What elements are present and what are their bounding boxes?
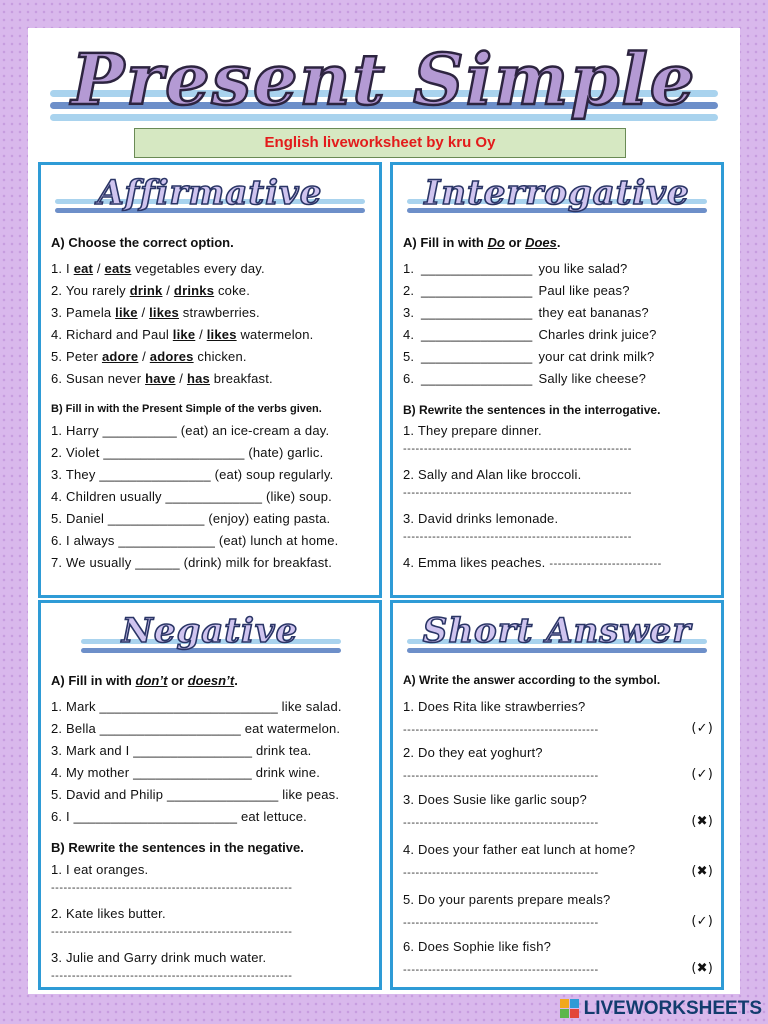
choice-item xyxy=(51,283,371,298)
item-number: 1. xyxy=(403,261,415,276)
item-text: 2. You rarely xyxy=(51,283,130,298)
answer-row xyxy=(403,767,713,782)
option-b[interactable]: likes xyxy=(206,327,237,342)
item-number: 4. xyxy=(403,327,415,342)
answer-line[interactable]: ------------------------------------------------------- xyxy=(403,531,632,543)
fill-item[interactable]: 2. Violet ___________________ (hate) garlic. xyxy=(51,445,324,460)
item-text: breakfast. xyxy=(209,371,273,386)
answer-line[interactable]: ----------------------------------------------- xyxy=(403,964,599,976)
answer-row xyxy=(403,914,713,929)
question: 6. Does Sophie like fish? xyxy=(403,939,552,954)
check-icon: (✓) xyxy=(691,767,713,782)
answer-line[interactable]: --------------------------- xyxy=(549,558,662,570)
option-b[interactable]: has xyxy=(186,371,210,386)
item-text: coke. xyxy=(214,283,251,298)
answer-row xyxy=(403,961,713,976)
question: 2. Do they eat yoghurt? xyxy=(403,745,543,760)
answer-line[interactable]: ------------------------------------------------------- xyxy=(403,487,632,499)
logo-icon xyxy=(560,999,580,1019)
option-a[interactable]: like xyxy=(115,305,138,320)
answer-line[interactable]: ---------------------------------------------------------- xyxy=(51,882,293,894)
option-separator: / xyxy=(137,305,150,320)
does-option: Does xyxy=(525,235,557,250)
item-text: Sally like cheese? xyxy=(538,371,647,386)
cross-icon: (✖) xyxy=(691,814,713,829)
item-text: you like salad? xyxy=(538,261,628,276)
fill-item[interactable]: 6. I always _____________ (eat) lunch at home. xyxy=(51,533,339,548)
answer-blank[interactable]: _______________ xyxy=(421,305,533,320)
byline: English liveworksheet by kru Oy xyxy=(134,128,626,158)
section-a-instruction: A) Choose the correct option. xyxy=(51,235,234,250)
sentence-prompt: 3. Julie and Garry drink much water. xyxy=(51,950,267,965)
fill-item[interactable]: 6. I ______________________ eat lettuce. xyxy=(51,809,307,824)
option-separator: / xyxy=(195,327,207,342)
fill-item[interactable]: 3. Mark and I ________________ drink tea. xyxy=(51,743,312,758)
fill-item[interactable]: 1. Harry __________ (eat) an ice-cream a day. xyxy=(51,423,330,438)
option-separator: / xyxy=(93,261,105,276)
fill-item[interactable]: 5. Daniel _____________ (enjoy) eating pasta. xyxy=(51,511,331,526)
fill-item xyxy=(403,283,713,298)
section-a-instruction: A) Fill in with don’t or doesn’t. xyxy=(51,673,238,688)
section-b-instruction: B) Fill in with the Present Simple of the verbs given. xyxy=(51,403,322,415)
item-text: your cat drink milk? xyxy=(538,349,655,364)
answer-line[interactable]: ----------------------------------------------- xyxy=(403,724,599,736)
fill-item[interactable]: 2. Bella ___________________ eat watermelon. xyxy=(51,721,341,736)
option-separator: / xyxy=(162,283,174,298)
choice-item xyxy=(51,371,371,386)
interrogative-panel xyxy=(390,162,724,598)
sentence-prompt xyxy=(403,555,713,570)
answer-line[interactable]: ----------------------------------------------- xyxy=(403,817,599,829)
affirmative-heading: Affirmative xyxy=(97,173,323,213)
section-a-instruction: A) Write the answer according to the symbol. xyxy=(403,673,661,687)
question: 3. Does Susie like garlic soup? xyxy=(403,792,587,807)
choice-item xyxy=(51,305,371,320)
option-b[interactable]: drinks xyxy=(173,283,215,298)
answer-line[interactable]: ---------------------------------------------------------- xyxy=(51,970,293,982)
answer-line[interactable]: ---------------------------------------------------------- xyxy=(51,926,293,938)
option-separator: / xyxy=(138,349,150,364)
logo-text: LIVEWORKSHEETS xyxy=(583,998,762,1019)
do-option: Do xyxy=(487,235,505,250)
item-text: vegetables every day. xyxy=(131,261,265,276)
fill-item[interactable]: 4. Children usually _____________ (like) soup. xyxy=(51,489,332,504)
doesnt-option: doesn’t xyxy=(187,673,235,688)
item-number: 6. xyxy=(403,371,415,386)
fill-item xyxy=(403,349,713,364)
option-b[interactable]: likes xyxy=(149,305,179,320)
sentence-prompt: 2. Sally and Alan like broccoli. xyxy=(403,467,582,482)
fill-item xyxy=(403,371,713,386)
question: 4. Does your father eat lunch at home? xyxy=(403,842,636,857)
section-a-instruction: A) Fill in with Do or Does. xyxy=(403,235,561,250)
fill-item[interactable]: 7. We usually ______ (drink) milk for breakfast. xyxy=(51,555,333,570)
cross-icon: (✖) xyxy=(691,961,713,976)
page-title: Present Simple xyxy=(71,38,697,121)
item-number: 2. xyxy=(403,283,415,298)
item-text: watermelon. xyxy=(236,327,314,342)
answer-row xyxy=(403,864,713,879)
negative-panel xyxy=(38,600,382,990)
section-b-instruction: B) Rewrite the sentences in the negative. xyxy=(51,840,304,855)
question: 5. Do your parents prepare meals? xyxy=(403,892,611,907)
item-text: 1. I xyxy=(51,261,74,276)
liveworksheets-logo xyxy=(560,996,762,1022)
item-text: Paul like peas? xyxy=(538,283,630,298)
section-b-instruction: B) Rewrite the sentences in the interrogative. xyxy=(403,403,661,417)
item-text: 5. Peter xyxy=(51,349,102,364)
answer-row xyxy=(403,721,713,736)
short-answer-heading: Short Answer xyxy=(422,611,692,651)
fill-item[interactable]: 4. My mother ________________ drink wine. xyxy=(51,765,321,780)
option-a[interactable]: drink xyxy=(129,283,163,298)
answer-line[interactable]: ----------------------------------------------- xyxy=(403,770,599,782)
option-b[interactable]: eats xyxy=(104,261,132,276)
answer-blank[interactable]: _______________ xyxy=(421,349,533,364)
option-a[interactable]: like xyxy=(172,327,196,342)
item-text: 4. Emma likes peaches. xyxy=(403,555,546,570)
answer-row xyxy=(403,814,713,829)
title-area xyxy=(28,28,740,160)
item-number: 5. xyxy=(403,349,415,364)
item-text: 4. Richard and Paul xyxy=(51,327,173,342)
sentence-prompt: 2. Kate likes butter. xyxy=(51,906,166,921)
answer-line[interactable]: ------------------------------------------------------- xyxy=(403,443,632,455)
fill-item xyxy=(403,305,713,320)
option-separator: / xyxy=(175,371,187,386)
fill-item[interactable]: 5. David and Philip _______________ like peas. xyxy=(51,787,340,802)
choice-item xyxy=(51,327,371,342)
negative-heading: Negative xyxy=(121,611,299,651)
sentence-prompt: 1. They prepare dinner. xyxy=(403,423,542,438)
choice-item xyxy=(51,261,371,276)
interrogative-heading: Interrogative xyxy=(424,173,690,213)
item-text: strawberries. xyxy=(179,305,260,320)
item-text: 6. Susan never xyxy=(51,371,146,386)
choice-item xyxy=(51,349,371,364)
answer-blank[interactable]: _______________ xyxy=(421,261,533,276)
sentence-prompt: 1. I eat oranges. xyxy=(51,862,149,877)
dont-option: don’t xyxy=(135,673,168,688)
item-text: 3. Pamela xyxy=(51,305,116,320)
fill-item xyxy=(403,327,713,342)
check-icon: (✓) xyxy=(691,914,713,929)
short-answer-panel xyxy=(390,600,724,990)
answer-blank[interactable]: _______________ xyxy=(421,283,533,298)
fill-item xyxy=(403,261,713,276)
option-b[interactable]: adores xyxy=(149,349,194,364)
affirmative-panel xyxy=(38,162,382,598)
question: 1. Does Rita like strawberries? xyxy=(403,699,586,714)
cross-icon: (✖) xyxy=(691,864,713,879)
item-text: they eat bananas? xyxy=(538,305,649,320)
sentence-prompt: 3. David drinks lemonade. xyxy=(403,511,559,526)
fill-item[interactable]: 1. Mark ________________________ like salad. xyxy=(51,699,342,714)
answer-line[interactable]: ----------------------------------------------- xyxy=(403,917,599,929)
answer-blank[interactable]: _______________ xyxy=(421,371,533,386)
worksheet xyxy=(28,28,740,994)
item-text: Charles drink juice? xyxy=(538,327,657,342)
option-a[interactable]: adore xyxy=(101,349,139,364)
check-icon: (✓) xyxy=(691,721,713,736)
answer-line[interactable]: ----------------------------------------------- xyxy=(403,867,599,879)
option-a[interactable]: have xyxy=(145,371,176,386)
option-a[interactable]: eat xyxy=(73,261,94,276)
answer-blank[interactable]: _______________ xyxy=(421,327,533,342)
fill-item[interactable]: 3. They _______________ (eat) soup regularly. xyxy=(51,467,334,482)
item-text: chicken. xyxy=(193,349,247,364)
item-number: 3. xyxy=(403,305,415,320)
